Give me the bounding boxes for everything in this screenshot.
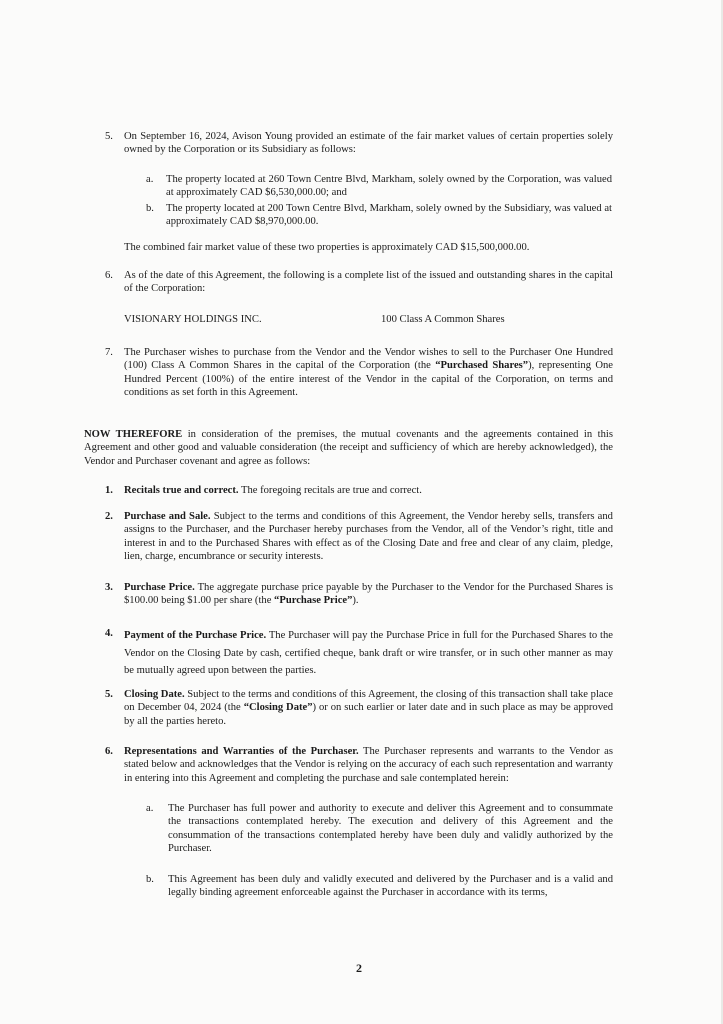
section-5-title: Closing Date. <box>124 689 185 700</box>
section-2-title: Purchase and Sale. <box>124 511 211 522</box>
section-5-number: 5. <box>105 689 113 700</box>
section-6b-text: This Agreement has been duly and validly executed and delivered by the Purchaser and is a valid and legally binding agreement enforceable against the Purchaser in accordance with its terms, <box>168 874 613 899</box>
closing-date-term: “Closing Date” <box>243 702 313 714</box>
section-4-text: Payment of the Purchase Price. The Purchaser will pay the Purchase Price in full for the Purchased Shares to the Vendor on the Closing Date by cash, certified cheque, bank draft or wire transfer, or in such other manner as may be mutually agreed upon between the parties. <box>124 630 614 677</box>
recital-5b-text: The property located at 200 Town Centre Blvd, Markham, solely owned by the Subsidiary, was valued at approximately CAD $8,970,000.00. <box>166 203 612 228</box>
shareholder-name: VISIONARY HOLDINGS INC. <box>124 314 262 325</box>
purchased-shares-term: “Purchased Shares” <box>435 360 529 372</box>
recital-7-number: 7. <box>105 347 113 358</box>
section-5-text: Closing Date. Subject to the terms and conditions of this Agreement, the closing of this transaction shall take place on December 04, 2024 (the “Closing Date”) or on such earlier or later date and in such place as may be approved by all the parties hereto. <box>124 689 613 727</box>
section-1-number: 1. <box>105 485 113 496</box>
section-6-text: Representations and Warranties of the Purchaser. The Purchaser represents and warrants to the Vendor as stated below and acknowledges that the Vendor is relying on the accuracy of each such representation and warranty in entering into this Agreement and completing the purchase and sale contemplated herein: <box>124 746 613 784</box>
recital-5a-text: The property located at 260 Town Centre Blvd, Markham, solely owned by the Corporation, was valued at approximately CAD $6,530,000.00; and <box>166 174 612 199</box>
recital-5-combined-value: The combined fair market value of these two properties is approximately CAD $15,500,000.00. <box>124 242 530 253</box>
recital-5a-label: a. <box>146 174 154 185</box>
section-6-title: Representations and Warranties of the Purchaser. <box>124 746 359 757</box>
recital-6-text: As of the date of this Agreement, the following is a complete list of the issued and outstanding shares in the capital of the Corporation: <box>124 270 613 295</box>
shareholding: 100 Class A Common Shares <box>381 314 505 325</box>
section-2-text: Purchase and Sale. Subject to the terms and conditions of this Agreement, the Vendor hereby sells, transfers and assigns to the Purchaser, and the Purchaser hereby purchases from the Vendor, all of the Vendor’s right, title and interest in and to the Purchased Shares with effect as of the Closing Date and free and clear of any claim, pledge, lien, charge, encumbrance or security interests. <box>124 511 613 563</box>
section-6a-label: a. <box>146 803 154 814</box>
section-6a-text: The Purchaser has full power and authority to execute and deliver this Agreement and to consummate the transactions contemplated hereby. The execution and delivery of this Agreement and the consummation of the transactions contemplated hereby have been duly and validly authorized by the Purchaser. <box>168 803 613 855</box>
recital-5-text: On September 16, 2024, Avison Young provided an estimate of the fair market values of certain properties solely owned by the Corporation or its Subsidiary as follows: <box>124 131 613 156</box>
section-6-number: 6. <box>105 746 113 757</box>
page-number: 2 <box>356 961 362 975</box>
section-4-title: Payment of the Purchase Price. <box>124 630 267 641</box>
section-3-text: Purchase Price. The aggregate purchase price payable by the Purchaser to the Vendor for the Purchased Shares is $100.00 being $1.00 per share (the “Purchase Price”). <box>124 582 614 607</box>
section-2-number: 2. <box>105 511 113 522</box>
now-therefore-clause: NOW THEREFORE in consideration of the premises, the mutual covenants and the agreements contained in this Agreement and other good and valuable consideration (the receipt and sufficiency of which are hereby acknowledged), the Vendor and Purchaser covenant and agree as follows: <box>84 429 613 467</box>
section-1-text: Recitals true and correct. The foregoing recitals are true and correct. <box>124 485 422 496</box>
section-3-number: 3. <box>105 582 113 593</box>
recital-5b-label: b. <box>146 203 154 214</box>
recital-7-text: The Purchaser wishes to purchase from the Vendor and the Vendor wishes to sell to the Purchaser One Hundred (100) Class A Common Shares in the capital of the Corporation (the “Purchased Shares”), representing One Hundred Percent (100%) of the entire interest of the Vendor in the capital of the Corporation, on terms and conditions as set forth in this Agreement. <box>124 347 613 399</box>
recital-5-number: 5. <box>105 131 113 142</box>
recital-6-number: 6. <box>105 270 113 281</box>
section-1-title: Recitals true and correct. <box>124 485 239 496</box>
section-3-title: Purchase Price. <box>124 582 195 593</box>
section-6b-label: b. <box>146 874 154 885</box>
purchase-price-term: “Purchase Price” <box>274 595 353 607</box>
section-4-number: 4. <box>105 628 113 639</box>
